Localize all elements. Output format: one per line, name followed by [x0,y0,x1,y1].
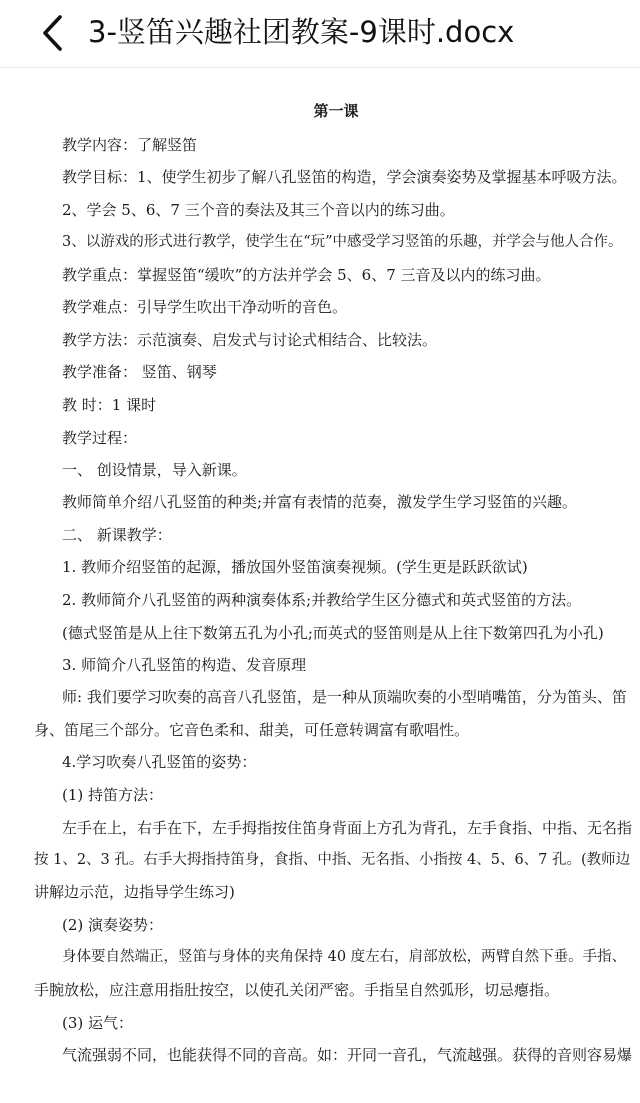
paragraph-line: 教学过程： [62,429,138,447]
paragraph-line: 教学目标：1、使学生初步了解八孔竖笛的构造，学会演奏姿势及掌握基本呼吸方法。 [62,168,627,186]
lesson-heading: 第一课 [313,102,359,120]
paragraph-line: 教学方法：示范演奏、启发式与讨论式相结合、比较法。 [62,331,438,349]
paragraph-line: 气流强弱不同，也能获得不同的音高。如：开同一音孔，气流越强。获得的音则容易爆 [62,1046,633,1064]
paragraph-line: 教学准备： 竖笛、钢琴 [62,363,217,381]
paragraph-line: 讲解边示范，边指导学生练习) [34,883,235,901]
chevron-left-icon [38,13,68,53]
paragraph-line: (1) 持笛方法： [62,786,164,804]
document-body[interactable] [0,68,640,1103]
paragraph-line: 2. 教师简介八孔竖笛的两种演奏体系;并教给学生区分德式和英式竖笛的方法。 [62,591,582,609]
paragraph-line: 身体要自然端正，竖笛与身体的夹角保持 40 度左右，肩部放松，两臂自然下垂。手指、 [62,949,627,965]
paragraph-line: 身、笛尾三个部分。它音色柔和、甜美，可任意转调富有歌唱性。 [34,721,470,739]
paragraph-line: 2、学会 5、6、7 三个音的奏法及其三个音以内的练习曲。 [62,201,455,219]
paragraph-line: 教师简单介绍八孔竖笛的种类;并富有表情的范奏，激发学生学习竖笛的兴趣。 [62,493,578,511]
paragraph-line: 4.学习吹奏八孔竖笛的姿势： [62,753,257,771]
back-button[interactable] [30,10,76,56]
paragraph-line: 师: 我们要学习吹奏的高音八孔竖笛，是一种从顶端吹奏的小型哨嘴笛，分为笛头、笛 [62,688,627,706]
paragraph-line: 手腕放松，应注意用指肚按空，以使孔关闭严密。手指呈自然弧形，切忌瘪指。 [34,981,560,999]
paragraph-line: 教学难点：引导学生吹出干净动听的音色。 [62,298,348,316]
paragraph-line: 3、以游戏的形式进行教学，使学生在“玩”中感受学习竖笛的乐趣，并学会与他人合作。 [62,234,623,250]
document-title: 3-竖笛兴趣社团教案-9课时.docx [88,15,515,49]
paragraph-line: (3) 运气： [62,1014,134,1032]
paragraph-line: (德式竖笛是从上往下数第五孔为小孔;而英式的竖笛则是从上往下数第四孔为小孔) [62,624,604,642]
paragraph-line: 教学内容：了解竖笛 [62,136,198,154]
paragraph-line: 左手在上，右手在下，左手拇指按住笛身背面上方孔为背孔，左手食指、中指、无名指 [62,819,633,837]
section-heading: 二、 新课教学： [62,526,172,544]
paragraph-line: 教学重点：掌握竖笛“缓吹”的方法并学会 5、6、7 三音及以内的练习曲。 [62,266,551,284]
paragraph-line: (2) 演奏姿势： [62,916,164,934]
paragraph-line: 3. 师简介八孔竖笛的构造、发音原理 [62,656,307,674]
paragraph-line: 教 时：1 课时 [62,396,157,414]
paragraph-line: 1. 教师介绍竖笛的起源，播放国外竖笛演奏视频。(学生更是跃跃欲试) [62,558,528,576]
paragraph-line: 按 1、2、3 孔。右手大拇指持笛身，食指、中指、无名指、小指按 4、5、6、7 孔。(教师边 [34,852,631,868]
top-bar [0,0,640,68]
section-heading: 一、 创设情景，导入新课。 [62,461,247,479]
